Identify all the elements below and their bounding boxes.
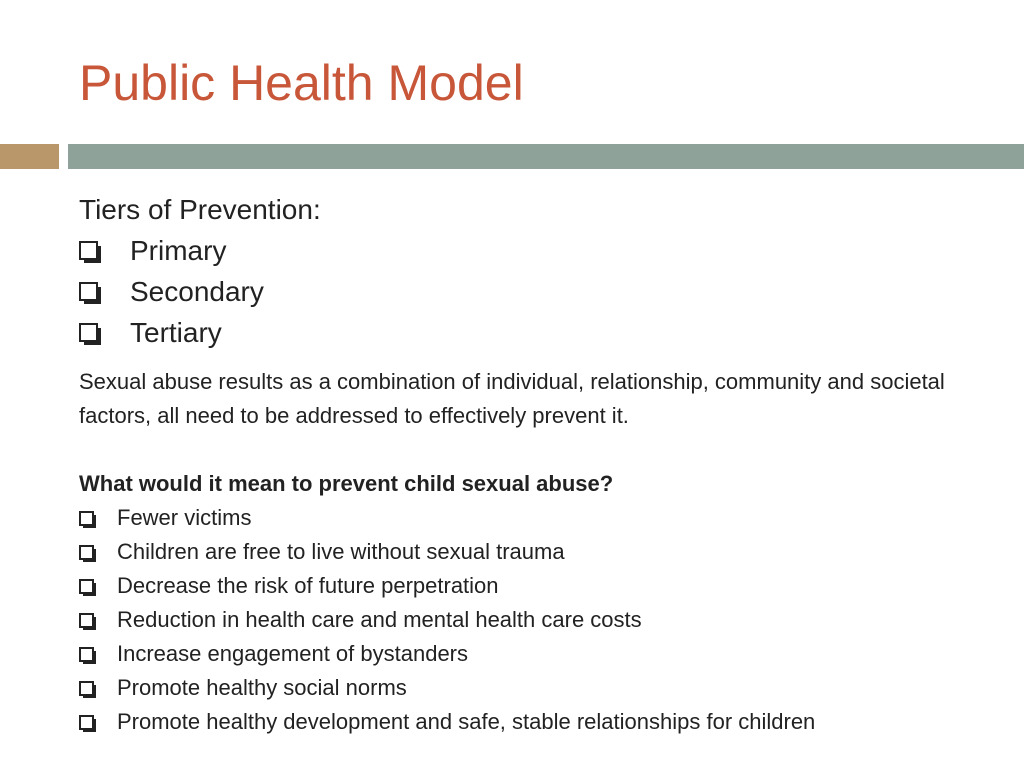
tier-label: Tertiary [130, 317, 222, 348]
checkbox-icon [79, 681, 94, 696]
outcome-label: Reduction in health care and mental health care costs [117, 607, 642, 632]
list-item [79, 603, 979, 637]
list-item [79, 230, 979, 271]
outcome-label: Promote healthy development and safe, stable relationships for children [117, 709, 816, 734]
list-item [79, 271, 979, 312]
checkbox-icon [79, 647, 94, 662]
checkbox-icon [79, 511, 94, 526]
outcome-label: Fewer victims [117, 505, 252, 530]
list-item [79, 501, 979, 535]
list-item [79, 569, 979, 603]
checkbox-icon [79, 613, 94, 628]
tiers-heading: Tiers of Prevention: [79, 194, 321, 225]
checkbox-icon [79, 241, 98, 260]
outcomes-list [79, 501, 979, 739]
checkbox-icon [79, 715, 94, 730]
list-item [79, 312, 979, 353]
checkbox-icon [79, 282, 98, 301]
slide-content [79, 190, 979, 739]
list-item [79, 671, 979, 705]
accent-bar-right [68, 144, 1024, 169]
question-heading: What would it mean to prevent child sexual abuse? [79, 471, 614, 496]
outcome-label: Increase engagement of bystanders [117, 641, 469, 666]
list-item [79, 535, 979, 569]
outcome-label: Decrease the risk of future perpetration [117, 573, 499, 598]
checkbox-icon [79, 579, 94, 594]
tier-label: Primary [130, 235, 227, 266]
outcome-label: Children are free to live without sexual trauma [117, 539, 565, 564]
checkbox-icon [79, 323, 98, 342]
outcome-label: Promote healthy social norms [117, 675, 407, 700]
tier-label: Secondary [130, 276, 264, 307]
list-item [79, 705, 979, 739]
accent-bar-left [0, 144, 59, 169]
list-item [79, 637, 979, 671]
checkbox-icon [79, 545, 94, 560]
slide-title: Public Health Model [79, 55, 524, 111]
tiers-list [79, 230, 979, 353]
body-paragraph: Sexual abuse results as a combination of individual, relationship, community and societal factors, all need to be addressed to effectively prevent it. [79, 369, 945, 428]
